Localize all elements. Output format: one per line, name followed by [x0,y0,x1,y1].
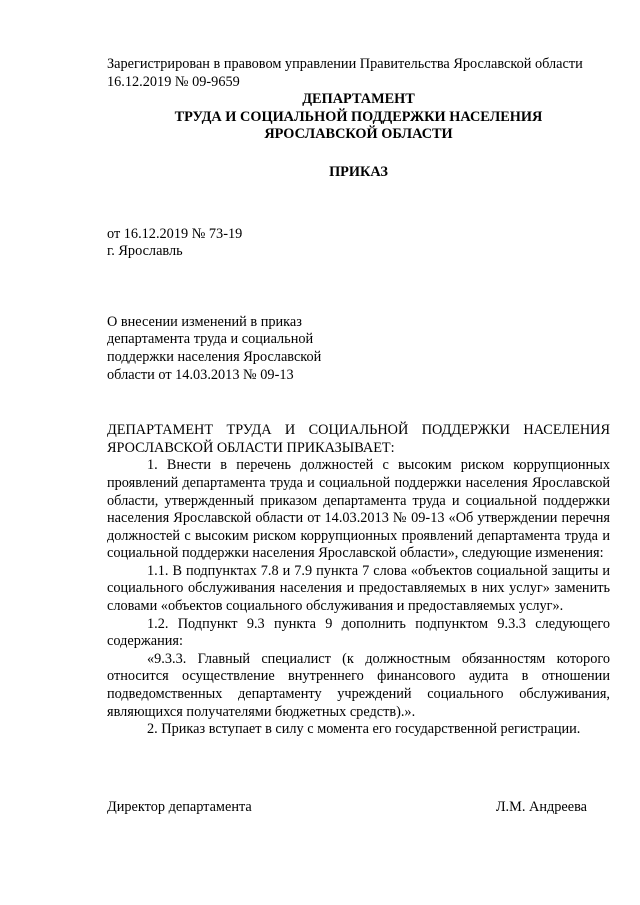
preamble: ДЕПАРТАМЕНТ ТРУДА И СОЦИАЛЬНОЙ ПОДДЕРЖКИ НАСЕЛЕНИЯ ЯРОСЛАВСКОЙ ОБЛАСТИ ПРИКАЗЫВАЕТ: [107,422,610,456]
registration-line-1: Зарегистрирован в правовом управлении Правительства Ярославской области [107,56,583,72]
paragraph-1-2: 1.2. Подпункт 9.3 пункта 9 дополнить подпунктом 9.3.3 следующего содержания: [107,615,610,650]
doc-type-title: ПРИКАЗ [329,163,388,180]
paragraph-1-1: 1.1. В подпунктах 7.8 и 7.9 пункта 7 слова «объектов социальной защиты и социального обслуживания населения и предоставляемых в них услуг» заменить словами «объектов социального обслуживания и предоставляемых услуг». [107,562,610,615]
signatory-position: Директор департамента [107,799,252,815]
order-date-number: от 16.12.2019 № 73-19 [107,225,243,242]
order-subject: О внесении изменений в приказ департамента труда и социальной поддержки населения Ярославской области от 14.03.2013 № 09-13 [107,313,322,383]
paragraph-1: 1. Внести в перечень должностей с высоким риском коррупционных проявлений департамента труда и социальной поддержки населения Ярославской области, утвержденный приказом департамента труда и социальной поддержки населения Ярославской области от 14.03.2013 № 09-13 «Об утверждении перечня должностей с высоким риском коррупционных проявлений департамента труда и социальной поддержки населения Ярославской области», следующие изменения: [107,457,610,562]
order-city: г. Ярославль [107,243,183,260]
order-body [107,422,610,739]
header-line-3: ЯРОСЛАВСКОЙ ОБЛАСТИ [264,126,453,143]
header-line-2: ТРУДА И СОЦИАЛЬНОЙ ПОДДЕРЖКИ НАСЕЛЕНИЯ [174,108,543,125]
paragraph-1-2-quote: «9.3.3. Главный специалист (к должностным обязанностям которого относится осуществление внутреннего финансового аудита в отношении подведомственных департаменту учреждений социального обслуживания, являющихся получателями бюджетных средств).». [107,650,610,720]
registration-line-2: 16.12.2019 № 09-9659 [107,73,240,90]
signature-block [107,799,587,816]
signatory-name: Л.М. Андреева [495,799,587,815]
header-line-1: ДЕПАРТАМЕНТ [302,91,415,108]
document-page [107,56,610,739]
order-meta [107,226,610,261]
paragraph-2: 2. Приказ вступает в силу с момента его государственной регистрации. [147,721,581,738]
